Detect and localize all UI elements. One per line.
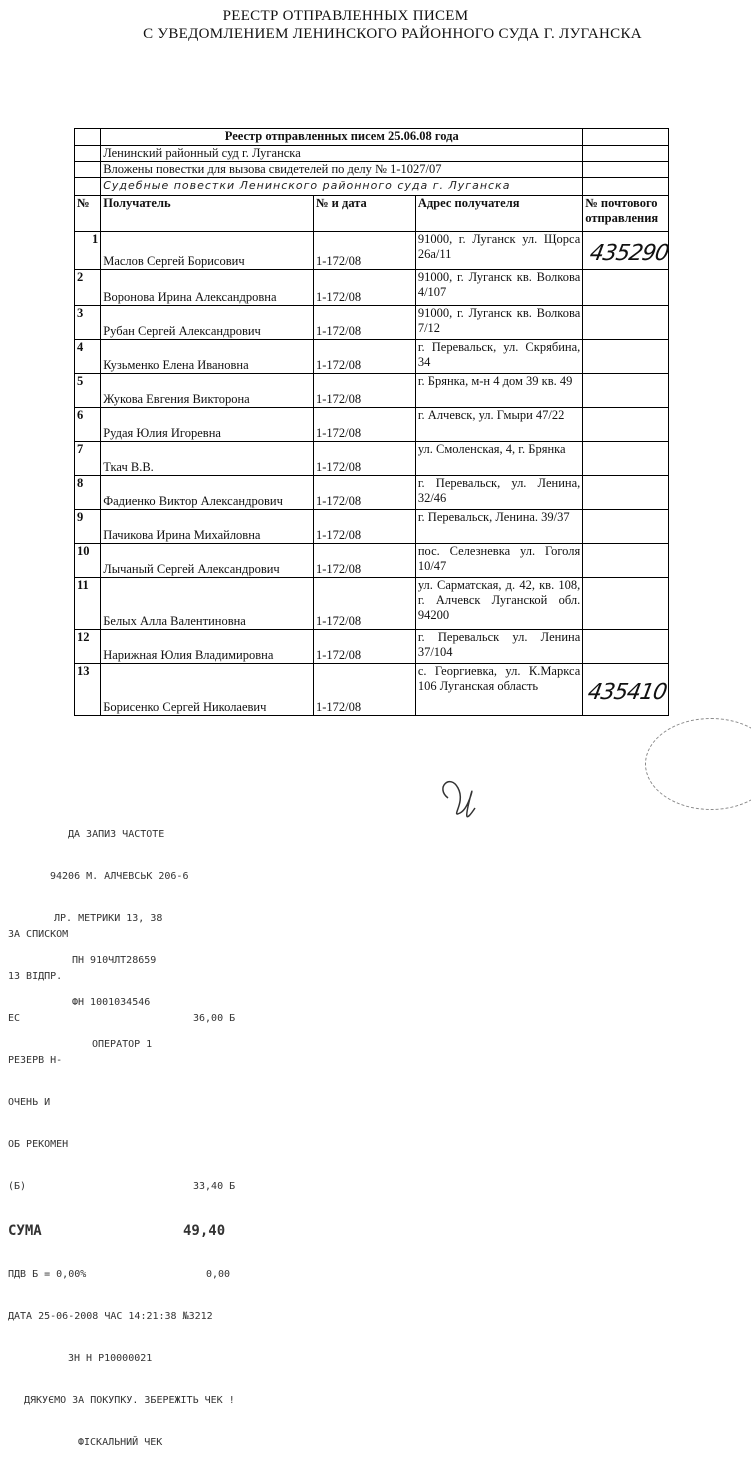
table-row <box>75 232 669 270</box>
recipient-address: г. Перевальск, ул. Ленина, 32/46 <box>415 476 582 510</box>
blank-cell <box>583 146 669 162</box>
case-ref: 1-172/08 <box>313 232 415 270</box>
tracking-cell <box>583 578 669 630</box>
blank-cell <box>583 162 669 178</box>
recipient-address: 91000, г. Луганск ул. Щорса 26а/11 <box>415 232 582 270</box>
blank-cell <box>75 146 101 162</box>
col-header-number: № <box>75 196 101 232</box>
document-title: РЕЕСТР ОТПРАВЛЕННЫХ ПИСЕМ <box>222 8 469 24</box>
row-number: 6 <box>75 408 101 442</box>
recipient-name: Жукова Евгения Викторона <box>101 374 314 408</box>
receipt-body <box>8 900 235 1464</box>
recipient-name: Ткач В.В. <box>101 442 314 476</box>
row-number: 5 <box>75 374 101 408</box>
receipt-line: 13 ВІДПР. <box>8 971 63 982</box>
table-row <box>75 664 669 716</box>
tracking-cell <box>583 544 669 578</box>
case-ref: 1-172/08 <box>313 578 415 630</box>
recipient-address: г. Алчевск, ул. Гмыри 47/22 <box>415 408 582 442</box>
table-row <box>75 340 669 374</box>
row-number: 12 <box>75 630 101 664</box>
recipient-name: Кузьменко Елена Ивановна <box>101 340 314 374</box>
table-row <box>75 442 669 476</box>
receipt-line: ПН 910ЧЛТ28659 <box>72 955 157 966</box>
receipt-line: ОЧЕНЬ И <box>8 1097 51 1108</box>
case-ref: 1-172/08 <box>313 630 415 664</box>
recipient-name: Маслов Сергей Борисович <box>101 232 314 270</box>
recipient-address: г. Перевальск, Ленина. 39/37 <box>415 510 582 544</box>
recipient-address: 91000, г. Луганск кв. Волкова 4/107 <box>415 270 582 306</box>
row-number: 8 <box>75 476 101 510</box>
receipt-line: ДА ЗАПИЗ ЧАСТОТЕ <box>68 829 165 840</box>
recipient-name: Фадиенко Виктор Александрович <box>101 476 314 510</box>
table-row <box>75 544 669 578</box>
table-row <box>75 510 669 544</box>
case-ref: 1-172/08 <box>313 408 415 442</box>
blank-cell <box>75 162 101 178</box>
receipt-line: ФН 1001034546 <box>72 997 151 1008</box>
tracking-cell <box>583 374 669 408</box>
receipt-line: 94206 М. АЛЧЕВСЬК 206-6 <box>50 871 189 882</box>
blank-cell <box>75 178 101 196</box>
table-title: Реестр отправленных писем 25.06.08 года <box>101 129 583 146</box>
case-ref: 1-172/08 <box>313 442 415 476</box>
blank-cell <box>583 178 669 196</box>
recipient-name: Рудая Юлия Игоревна <box>101 408 314 442</box>
row-number: 3 <box>75 306 101 340</box>
document-subtitle: С УВЕДОМЛЕНИЕМ ЛЕНИНСКОГО РАЙОННОГО СУДА Г. ЛУГАНСКА <box>143 26 642 42</box>
recipient-name: Нарижная Юлия Владимировна <box>101 630 314 664</box>
row-number: 4 <box>75 340 101 374</box>
sender-row: Ленинский районный суд г. Луганска <box>101 146 583 162</box>
row-number: 7 <box>75 442 101 476</box>
registry-table <box>74 128 669 716</box>
recipient-name: Белых Алла Валентиновна <box>101 578 314 630</box>
recipient-name: Рубан Сергей Александрович <box>101 306 314 340</box>
table-row <box>75 408 669 442</box>
col-header-tracking: № почтового отправления <box>583 196 669 232</box>
tracking-cell <box>583 306 669 340</box>
blank-cell <box>583 129 669 146</box>
tracking-cell <box>583 340 669 374</box>
case-ref: 1-172/08 <box>313 510 415 544</box>
tracking-cell <box>583 510 669 544</box>
receipt-line: ОПЕРАТОР 1 <box>92 1039 153 1050</box>
col-header-ref: № и дата <box>313 196 415 232</box>
table-row <box>75 630 669 664</box>
tracking-number-1: 435290 <box>587 241 671 266</box>
case-ref: 1-172/08 <box>313 306 415 340</box>
receipt-line: ЗН Н Р10000021 <box>68 1353 153 1364</box>
receipt-line: РЕЗЕРВ Н- <box>8 1055 63 1066</box>
receipt-line: ДАТА 25-06-2008 ЧАС 14:21:38 №3212 <box>8 1311 213 1322</box>
recipient-name: Борисенко Сергей Николаевич <box>101 664 314 716</box>
case-ref: 1-172/08 <box>313 544 415 578</box>
blank-cell <box>75 129 101 146</box>
receipt-line: ЕС 36,00 Б <box>8 1013 236 1024</box>
case-ref: 1-172/08 <box>313 270 415 306</box>
recipient-address: г. Перевальск, ул. Скрябина, 34 <box>415 340 582 374</box>
case-ref: 1-172/08 <box>313 664 415 716</box>
row-number: 1 <box>75 232 101 270</box>
note-row: Вложены повестки для вызова свидетелей по делу № 1-1027/07 <box>101 162 583 178</box>
table-row <box>75 476 669 510</box>
receipt-line: ЛР. МЕТРИКИ 13, 38 <box>54 913 163 924</box>
row-number: 13 <box>75 664 101 716</box>
row-number: 9 <box>75 510 101 544</box>
col-header-recipient: Получатель <box>101 196 314 232</box>
table-row <box>75 578 669 630</box>
table-row <box>75 374 669 408</box>
row-number: 2 <box>75 270 101 306</box>
case-ref: 1-172/08 <box>313 374 415 408</box>
recipient-name: Пачикова Ирина Михайловна <box>101 510 314 544</box>
row-number: 10 <box>75 544 101 578</box>
tracking-cell <box>583 476 669 510</box>
row-number: 11 <box>75 578 101 630</box>
tracking-cell <box>583 408 669 442</box>
tracking-cell <box>583 270 669 306</box>
postal-stamp <box>645 718 751 810</box>
case-ref: 1-172/08 <box>313 340 415 374</box>
signature <box>430 768 490 828</box>
recipient-address: пос. Селезневка ул. Гоголя 10/47 <box>415 544 582 578</box>
recipient-address: г. Брянка, м-н 4 дом 39 кв. 49 <box>415 374 582 408</box>
recipient-address: ул. Сарматская, д. 42, кв. 108, г. Алчевск Луганской обл. 94200 <box>415 578 582 630</box>
case-ref: 1-172/08 <box>313 476 415 510</box>
recipient-name: Воронова Ирина Александровна <box>101 270 314 306</box>
tracking-cell <box>583 630 669 664</box>
receipt-line: ФІСКАЛЬНИЙ ЧЕК <box>78 1437 163 1448</box>
tracking-number-13: 435410 <box>585 680 669 705</box>
recipient-name: Лычаный Сергей Александрович <box>101 544 314 578</box>
receipt-line: ДЯКУЄМО ЗА ПОКУПКУ. ЗБЕРЕЖІТЬ ЧЕК ! <box>24 1395 235 1406</box>
handwritten-note: Судебные повестки Ленинского районного суда г. Луганска <box>101 178 583 196</box>
table-row <box>75 306 669 340</box>
receipt-line: ЗА СПИСКОМ <box>8 929 69 940</box>
receipt-total: СУМА 49,40 <box>8 1223 226 1239</box>
receipt-line: ПДВ Б = 0,00% 0,00 <box>8 1269 231 1280</box>
recipient-address: с. Георгиевка, ул. К.Маркса 106 Луганская область <box>415 664 582 716</box>
receipt-line: (Б) 33,40 Б <box>8 1181 236 1192</box>
col-header-address: Адрес получателя <box>415 196 582 232</box>
recipient-address: 91000, г. Луганск кв. Волкова 7/12 <box>415 306 582 340</box>
table-row <box>75 270 669 306</box>
receipt-line: ОБ РЕКОМЕН <box>8 1139 69 1150</box>
recipient-address: ул. Смоленская, 4, г. Брянка <box>415 442 582 476</box>
recipient-address: г. Перевальск ул. Ленина 37/104 <box>415 630 582 664</box>
tracking-cell <box>583 442 669 476</box>
